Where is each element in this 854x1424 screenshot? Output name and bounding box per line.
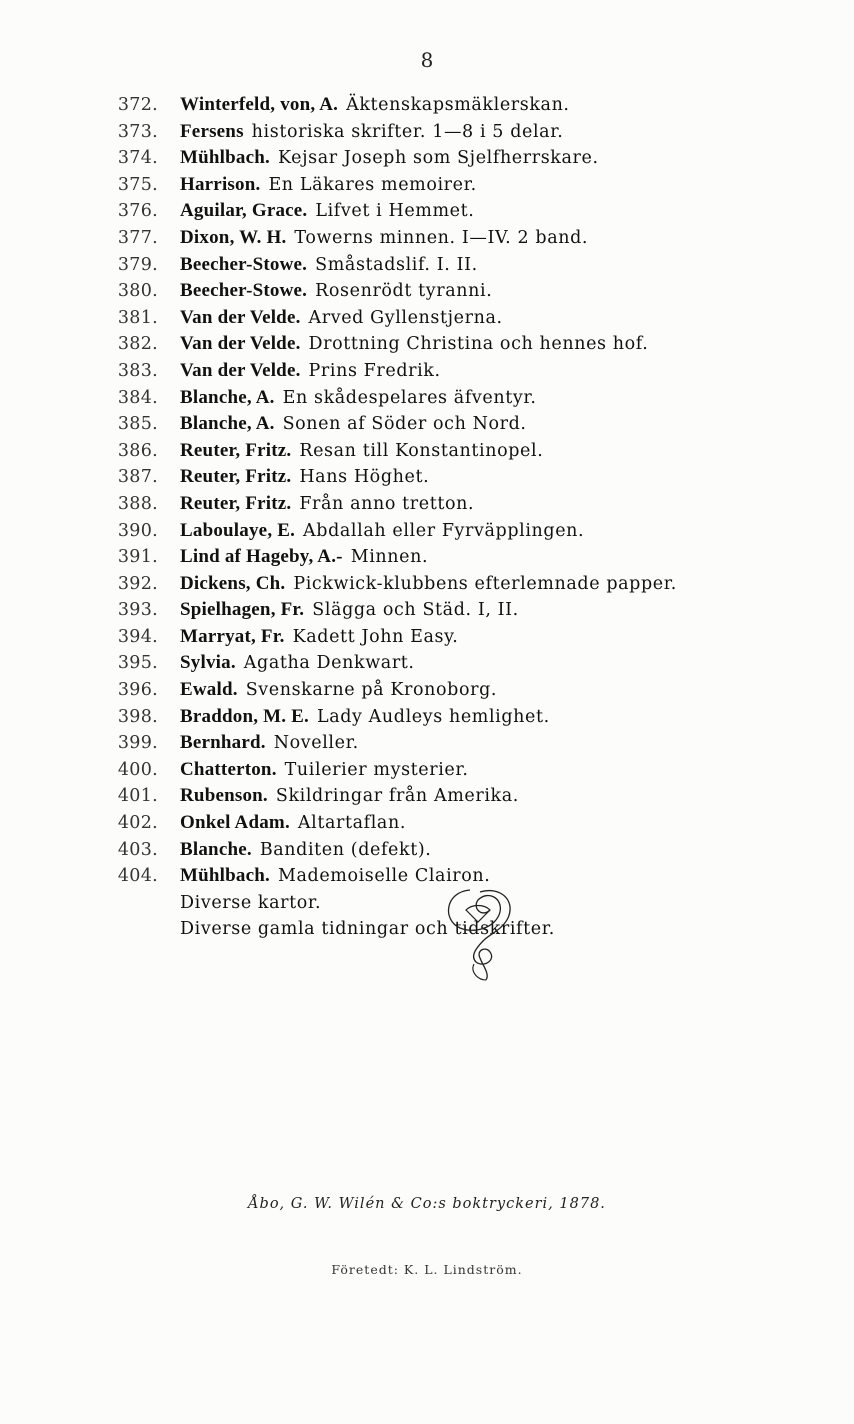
entry-author: Onkel Adam. xyxy=(180,812,290,834)
entry-number: 383. xyxy=(117,360,158,381)
entry-title: Småstadslif. I. II. xyxy=(315,254,478,275)
catalog-entry xyxy=(0,890,854,917)
entry-author: Reuter, Fritz. xyxy=(180,492,292,514)
entry-title: historiska skrifter. 1—8 i 5 delar. xyxy=(251,121,564,142)
entry-author: Rubenson. xyxy=(180,785,268,807)
entry-author: Spielhagen, Fr. xyxy=(180,599,305,621)
entry-author: Bernhard. xyxy=(180,732,266,754)
entry-title: Pickwick-klubbens efterlemnade papper. xyxy=(293,573,677,594)
entry-number: 377. xyxy=(117,227,158,248)
catalog-entry xyxy=(0,411,854,438)
entry-number: 398. xyxy=(117,706,158,727)
entry-author: Marryat, Fr. xyxy=(180,625,285,647)
catalog-entry xyxy=(0,491,854,518)
entry-author: Blanche. xyxy=(180,838,252,860)
entry-number: 380. xyxy=(117,281,158,302)
entry-number: 376. xyxy=(117,201,158,222)
catalog-entry xyxy=(0,916,854,943)
catalog-entry xyxy=(0,92,854,119)
entry-title: Banditen (defekt). xyxy=(259,839,432,860)
catalog-entry xyxy=(0,704,854,731)
entry-number: 372. xyxy=(117,95,158,115)
catalog-entry xyxy=(0,172,854,199)
entry-author: Braddon, M. E. xyxy=(180,705,309,727)
entry-number: 386. xyxy=(117,440,158,461)
catalog-entry xyxy=(0,225,854,252)
entry-title: Lady Audleys hemlighet. xyxy=(316,706,550,727)
entry-number: 375. xyxy=(117,174,158,195)
entry-title: Arved Gyllenstjerna. xyxy=(308,307,503,328)
entry-author: Blanche, A. xyxy=(180,386,275,408)
entry-title: Diverse kartor. xyxy=(180,892,322,913)
entry-author: Lind af Hageby, A.- xyxy=(180,546,343,568)
entry-title: Kadett John Easy. xyxy=(292,626,459,647)
entry-number: 388. xyxy=(117,493,158,514)
entry-author: Chatterton. xyxy=(180,758,277,780)
entry-number: 399. xyxy=(117,733,158,754)
entry-title: Resan till Konstantinopel. xyxy=(299,440,544,461)
entry-number: 384. xyxy=(117,387,158,408)
entry-number: 379. xyxy=(117,254,158,275)
catalog-entry xyxy=(0,145,854,172)
entry-title: Prins Fredrik. xyxy=(308,360,441,381)
entry-author: Aguilar, Grace. xyxy=(180,200,308,222)
entry-number: 373. xyxy=(117,121,158,142)
entry-number: 400. xyxy=(117,759,158,780)
catalog-entry xyxy=(0,677,854,704)
entry-title: En Läkares memoirer. xyxy=(268,174,477,195)
catalog-entry xyxy=(0,597,854,624)
entry-author: Dickens, Ch. xyxy=(180,572,286,594)
entry-title: Lifvet i Hemmet. xyxy=(315,201,475,222)
entry-author: Mühlbach. xyxy=(180,865,270,887)
entry-title: Kejsar Joseph som Sjelfherrskare. xyxy=(277,148,599,169)
entry-number: 387. xyxy=(117,467,158,488)
entry-number: 392. xyxy=(117,573,158,594)
entry-number: 394. xyxy=(117,626,158,647)
entry-title: Altartaflan. xyxy=(297,813,406,834)
entry-number: 382. xyxy=(117,334,158,355)
catalog-entry xyxy=(0,518,854,545)
catalog-entry xyxy=(0,438,854,465)
catalog-entry xyxy=(0,837,854,864)
catalog-list xyxy=(0,92,854,943)
entry-title: Från anno tretton. xyxy=(299,493,475,514)
entry-title: Abdallah eller Fyrväpplingen. xyxy=(303,520,585,541)
entry-title: Agatha Denkwart. xyxy=(243,653,415,674)
entry-author: Reuter, Fritz. xyxy=(180,439,292,461)
entry-number: 396. xyxy=(117,680,158,701)
entry-author: Ewald. xyxy=(180,679,238,701)
entry-number: 381. xyxy=(117,307,158,328)
entry-author: Winterfeld, von, A. xyxy=(180,94,339,115)
entry-title: Diverse gamla tidningar och tidskrifter. xyxy=(180,919,555,940)
entry-title: Skildringar från Amerika. xyxy=(275,786,519,807)
catalog-entry xyxy=(0,757,854,784)
entry-author: Laboulaye, E. xyxy=(180,519,296,541)
entry-title: En skådespelares äfventyr. xyxy=(282,387,537,408)
entry-author: Beecher-Stowe. xyxy=(180,280,308,302)
entry-number: 401. xyxy=(117,786,158,807)
catalog-entry xyxy=(0,278,854,305)
entry-number: 402. xyxy=(117,813,158,834)
entry-number: 374. xyxy=(117,148,158,169)
entry-title: Tuilerier mysterier. xyxy=(284,759,469,780)
entry-author: Van der Velde. xyxy=(180,359,301,381)
catalog-entry xyxy=(0,385,854,412)
presenter-line: Företedt: K. L. Lindström. xyxy=(331,1262,523,1277)
catalog-entry xyxy=(0,730,854,757)
entry-title: Slägga och Städ. I, II. xyxy=(312,600,519,621)
catalog-entry xyxy=(0,810,854,837)
entry-author: Sylvia. xyxy=(180,652,236,674)
catalog-entry xyxy=(0,331,854,358)
entry-number: 393. xyxy=(117,600,158,621)
catalog-entry xyxy=(0,863,854,890)
catalog-entry xyxy=(0,783,854,810)
catalog-entry xyxy=(0,305,854,332)
catalog-entry xyxy=(0,358,854,385)
entry-title: Rosenrödt tyranni. xyxy=(315,281,493,302)
entry-author: Van der Velde. xyxy=(180,306,301,328)
entry-number: 404. xyxy=(117,866,158,887)
entry-title: Minnen. xyxy=(350,547,429,568)
catalog-entry xyxy=(0,464,854,491)
catalog-entry xyxy=(0,544,854,571)
entry-author: Van der Velde. xyxy=(180,333,301,355)
entry-number: 391. xyxy=(117,547,158,568)
entry-number: 395. xyxy=(117,653,158,674)
catalog-entry xyxy=(0,252,854,279)
catalog-entry xyxy=(0,624,854,651)
catalog-entry xyxy=(0,119,854,146)
catalog-entry xyxy=(0,650,854,677)
entry-number: 403. xyxy=(117,839,158,860)
page-number: 8 xyxy=(420,48,434,72)
entry-author: Beecher-Stowe. xyxy=(180,253,308,275)
entry-title: Svenskarne på Kronoborg. xyxy=(245,680,498,701)
entry-title: Äktenskapsmäklerskan. xyxy=(346,95,570,115)
catalog-entry xyxy=(0,198,854,225)
catalog-entry xyxy=(0,571,854,598)
entry-title: Sonen af Söder och Nord. xyxy=(282,414,527,435)
printers-flourish-ornament-icon xyxy=(430,880,540,990)
entry-title: Drottning Christina och hennes hof. xyxy=(308,334,649,355)
entry-author: Reuter, Fritz. xyxy=(180,466,292,488)
entry-author: Dixon, W. H. xyxy=(180,226,287,248)
entry-author: Mühlbach. xyxy=(180,147,270,169)
imprint-line: Åbo, G. W. Wilén & Co:s boktryckeri, 1878. xyxy=(248,1196,606,1212)
entry-author: Blanche, A. xyxy=(180,413,275,435)
entry-title: Noveller. xyxy=(273,733,359,754)
entry-author: Fersens xyxy=(180,120,244,142)
entry-author: Harrison. xyxy=(180,173,261,195)
entry-number: 390. xyxy=(117,520,158,541)
entry-title: Hans Höghet. xyxy=(299,467,430,488)
entry-title: Towerns minnen. I—IV. 2 band. xyxy=(294,227,589,248)
entry-title: Mademoiselle Clairon. xyxy=(277,866,491,887)
entry-number: 385. xyxy=(117,414,158,435)
